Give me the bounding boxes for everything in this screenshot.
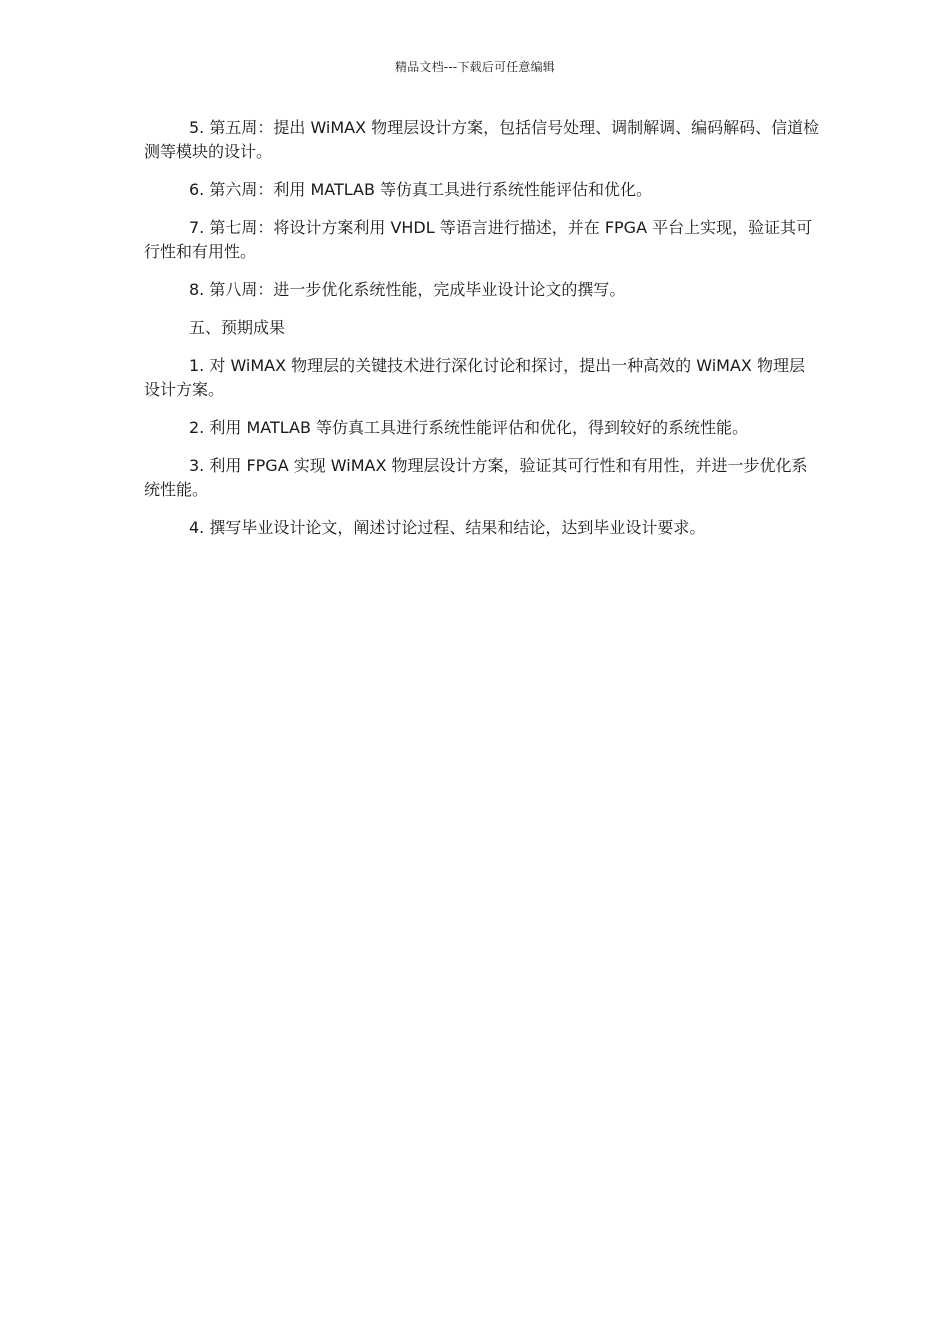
expected-result-1: 1. 对 WiMAX 物理层的关键技术进行深化讨论和探讨，提出一种高效的 WiMAX 物理层设计方案。 (144, 356, 805, 399)
document-body (144, 116, 820, 554)
schedule-week-5: 5. 第五周：提出 WiMAX 物理层设计方案，包括信号处理、调制解调、编码解码、信道检测等模块的设计。 (144, 118, 820, 161)
page-header: 精品文档---下载后可任意编辑 (395, 60, 555, 74)
expected-result-4: 4. 撰写毕业设计论文，阐述讨论过程、结果和结论，达到毕业设计要求。 (189, 518, 706, 537)
schedule-week-7: 7. 第七周：将设计方案利用 VHDL 等语言进行描述，并在 FPGA 平台上实现，验证其可行性和有用性。 (144, 218, 813, 261)
schedule-week-8: 8. 第八周：进一步优化系统性能，完成毕业设计论文的撰写。 (189, 280, 626, 299)
section-heading-expected-results: 五、预期成果 (189, 318, 286, 337)
expected-result-3: 3. 利用 FPGA 实现 WiMAX 物理层设计方案，验证其可行性和有用性，并进一步优化系统性能。 (144, 456, 808, 499)
schedule-week-6: 6. 第六周：利用 MATLAB 等仿真工具进行系统性能评估和优化。 (189, 180, 653, 199)
expected-result-2: 2. 利用 MATLAB 等仿真工具进行系统性能评估和优化，得到较好的系统性能。 (189, 418, 749, 437)
